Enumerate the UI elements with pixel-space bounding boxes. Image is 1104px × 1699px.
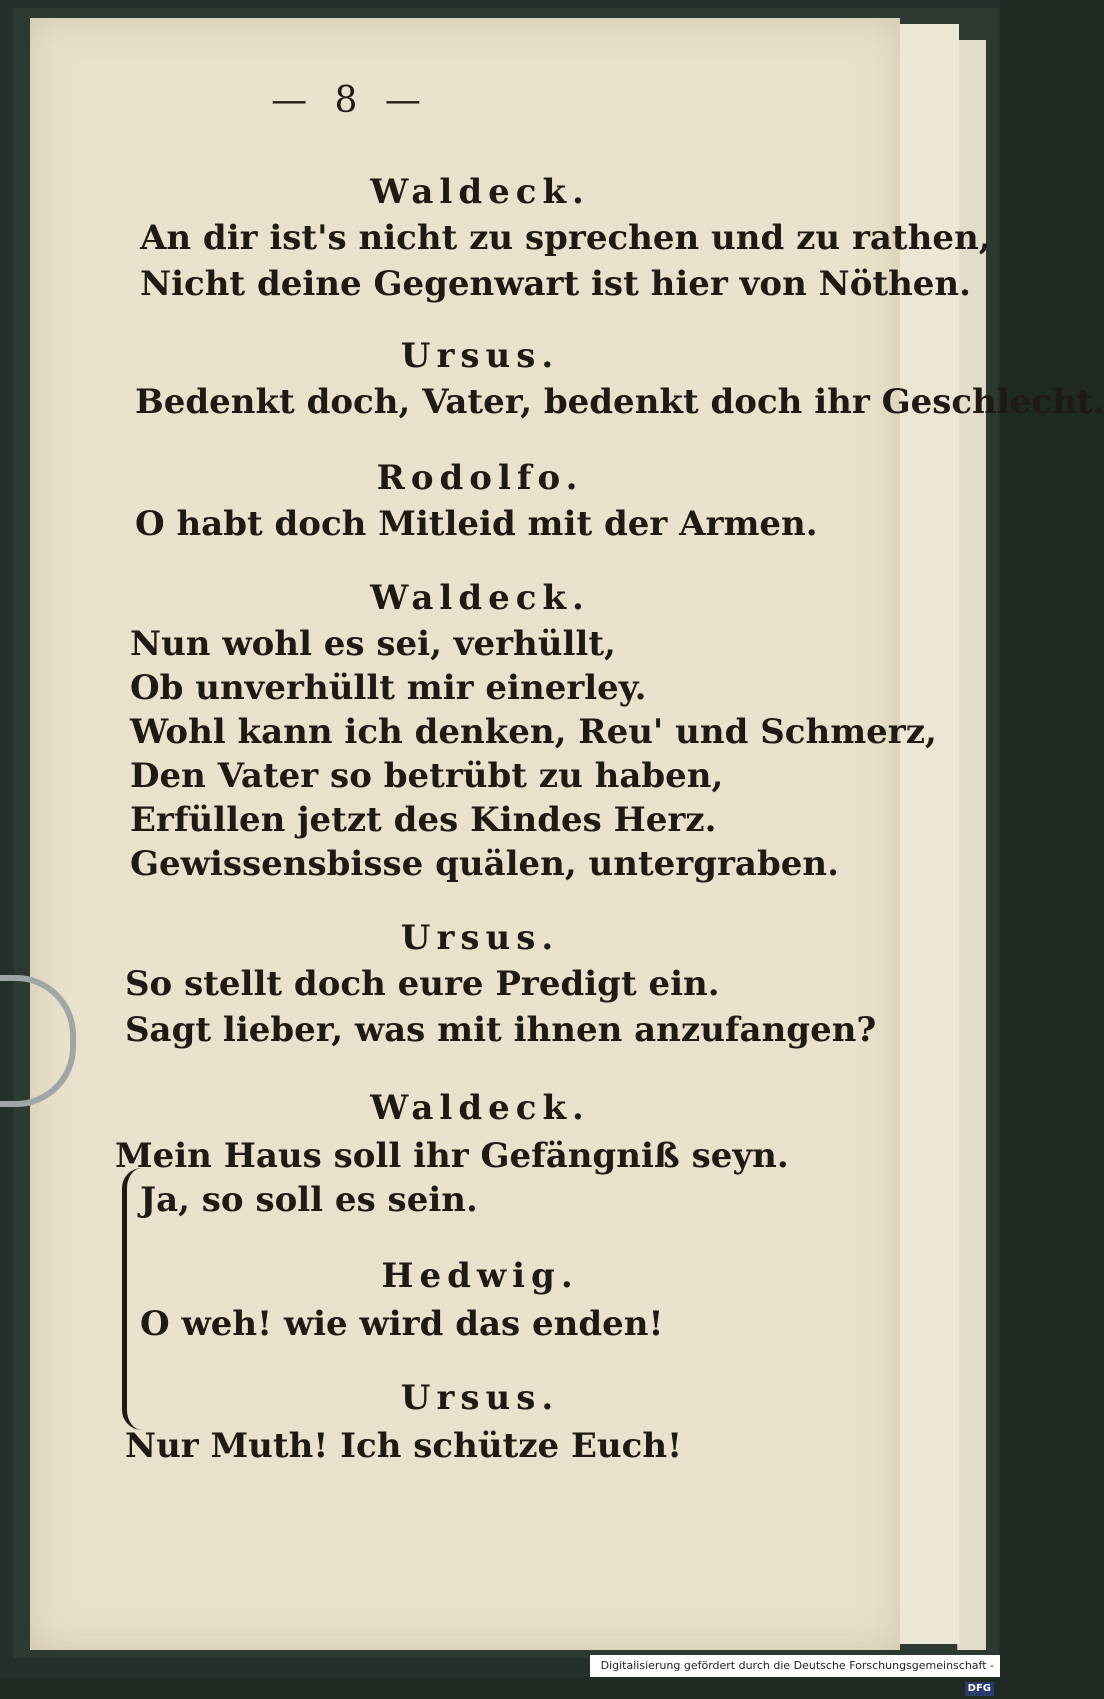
verse-line: Erfüllen jetzt des Kindes Herz. <box>130 800 717 840</box>
verse-line: Sagt lieber, was mit ihnen anzufangen? <box>125 1010 877 1050</box>
verse-line: An dir ist's nicht zu sprechen und zu rathen, <box>140 218 991 258</box>
verse-line: Ja, so soll es sein. <box>140 1180 478 1220</box>
verse-line: So stellt doch eure Predigt ein. <box>125 964 720 1004</box>
dfg-logo: DFG <box>965 1682 994 1696</box>
speaker-name: Hedwig. <box>381 1256 579 1296</box>
page-number: — 8 — <box>271 80 429 121</box>
speaker-name: Waldeck. <box>370 1088 590 1128</box>
speaker-name: Ursus. <box>400 918 560 958</box>
speaker-name: Rodolfo. <box>376 458 584 498</box>
verse-line: Nun wohl es sei, verhüllt, <box>130 624 616 664</box>
page-content <box>30 18 1104 1650</box>
verse-line: Mein Haus soll ihr Gefängniß seyn. <box>115 1136 789 1176</box>
speaker-name: Waldeck. <box>370 172 590 212</box>
speaker-name: Ursus. <box>400 1378 560 1418</box>
verse-line: Nicht deine Gegenwart ist hier von Nöthen. <box>140 264 971 304</box>
verse-line: O weh! wie wird das enden! <box>140 1304 664 1344</box>
verse-line: Den Vater so betrübt zu haben, <box>130 756 724 796</box>
footer-credit <box>590 1655 1000 1694</box>
verse-line: Nur Muth! Ich schütze Euch! <box>125 1426 682 1466</box>
verse-line: Gewissensbisse quälen, untergraben. <box>130 844 839 884</box>
verse-line: Wohl kann ich denken, Reu' und Schmerz, <box>130 712 937 752</box>
book-page <box>30 18 1104 1650</box>
verse-line: O habt doch Mitleid mit der Armen. <box>135 504 818 544</box>
footer-text: Digitalisierung gefördert durch die Deutsche Forschungsgemeinschaft - <box>600 1659 994 1672</box>
verse-line: Bedenkt doch, Vater, bedenkt doch ihr Geschlecht. <box>135 382 1104 422</box>
verse-line: Ob unverhüllt mir einerley. <box>130 668 647 708</box>
speaker-name: Ursus. <box>400 336 560 376</box>
speaker-name: Waldeck. <box>370 578 590 618</box>
